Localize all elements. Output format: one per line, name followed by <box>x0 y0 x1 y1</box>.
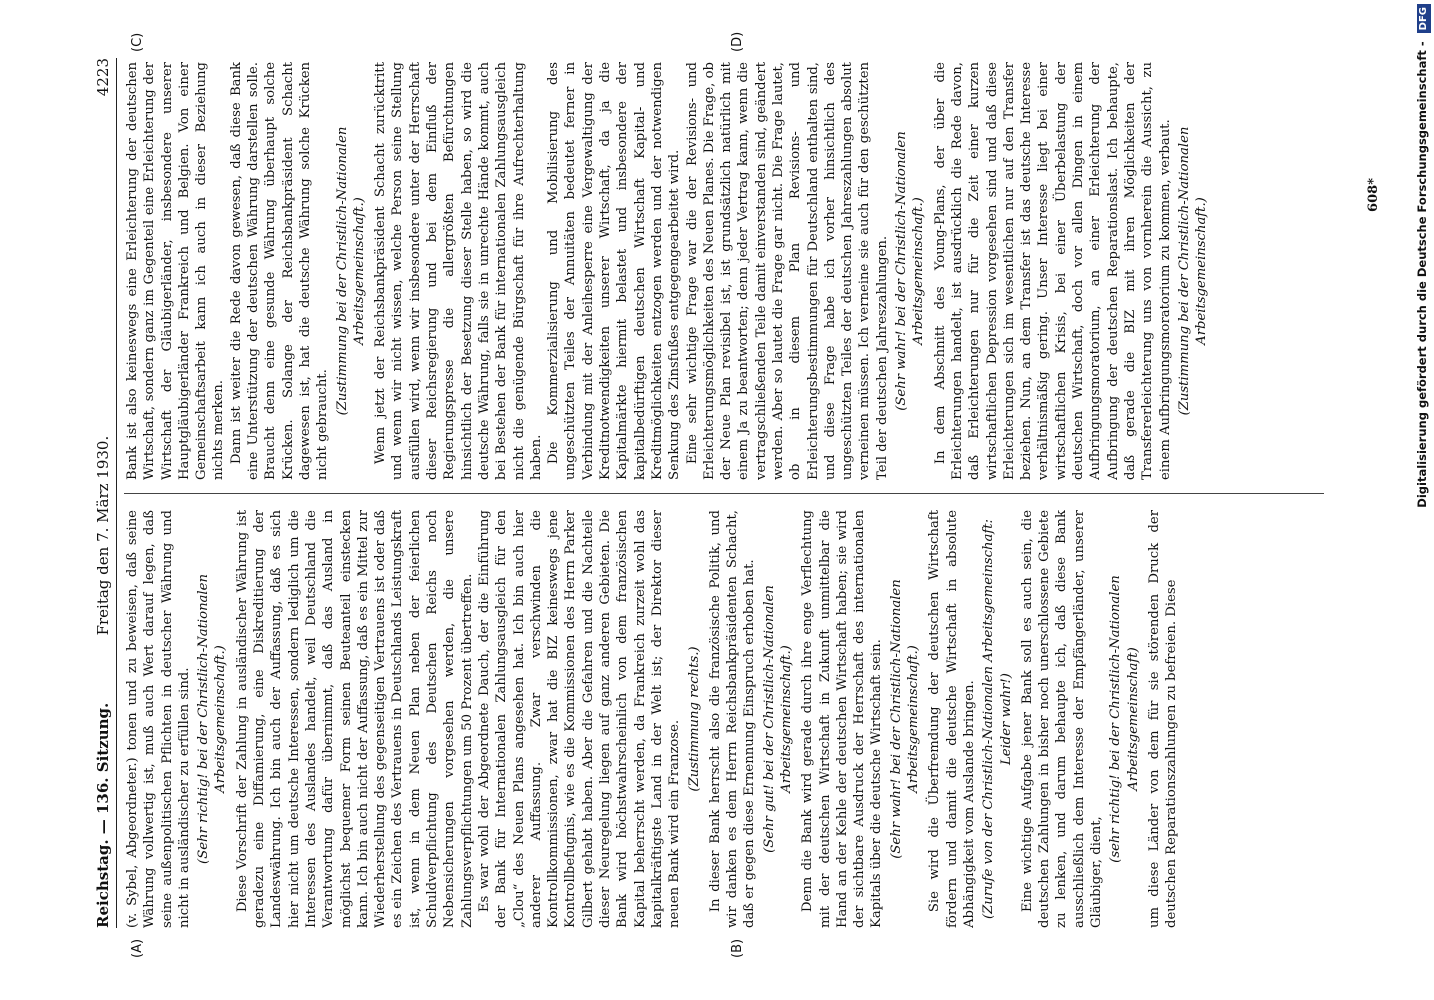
page-header <box>90 58 116 928</box>
paragraph: Die Kommerzialisierung und Mobilisierung des ungeschützten Teiles der Annuitäten bedeutet ferner in Verbindung mit der Anleihesperre eine Vergewaltigung der Kreditnotwendigkeiten unserer Wirtschaft, da ja die Kapitalmärkte hiermit belastet und insbesondere der kapitalbedürftigen deutschen Wirtschaft Kapital- und Kreditmöglichkeiten entzogen werden und der notwendigen Senkung des Zinsfußes entgegengearbeitet wird. <box>546 62 683 480</box>
paragraph: Denn die Bank wird gerade durch ihre enge Verflechtung mit der deutschen Wirtschaft in Zukunft unmittelbar die Hand an der Kehle der deutschen Wirtschaft haben; sie wird der sichtbare Ausdruck der Herrschaft des internationalen Kapitals über die deutsche Wirtschaft sein. <box>800 510 885 928</box>
interjection: (Zurufe von der Christlich-Nationalen Arbeitsgemeinschaft: Leider wahr!) <box>981 519 1014 919</box>
signature-mark: 608* <box>1366 178 1381 212</box>
paragraph: (v. Sybel, Abgeordneter.) tonen und zu beweisen, daß seine Währung vollwertig ist, muß auch Wert darauf legen, daß seine außenpolitischen Pflichten in deutscher Währung und nicht in ausländischer zu erfüllen sind. <box>125 510 192 928</box>
header-date: Freitag den 7. März 1930. <box>94 435 112 636</box>
credit-text-wrap <box>1411 4 1433 996</box>
interjection: (Zustimmung rechts.) <box>686 646 702 792</box>
paragraph: Eine sehr wichtige Frage war die der Revisions- und Erleichterungsmöglichkeiten des Neuen Planes. Die Frage, ob der Neue Plan revisibel ist, ist grundsätzlich natürlich mit einem Ja zu beantworten; denn jeder Vertrag kann, wenn die vertragschließenden Teile damit einverstanden sind, geändert werden. Aber so lautet die Frage gar nicht. Die Frage lautet, ob in diesem Plan Revisions- und Erleichterungsbestimmungen für Deutschland enthalten sind, und diese Frage habe ich vorher hinsichtlich des ungeschützten Teiles der deutschen Jahreszahlungen absolut verneinen müssen. Ich verneine sie auch für den geschützten Teil der deutschen Jahreszahlungen. <box>684 62 890 480</box>
right-column <box>124 62 1364 480</box>
paragraph: In dem Abschnitt des Young-Plans, der über die Erleichterungen handelt, ist ausdrücklich die Rede davon, daß Erleichterungen nur für die Zeit einer kurzen wirtschaftlichen Depression vorgesehen sind und daß diese Erleichterungen sich im wesentlichen nur auf den Transfer beziehen. Nun, an dem Transfer ist das deutsche Interesse verhältnismäßig gering. Unser Interesse liegt bei einer wirtschaftlichen Krisis, bei einer Überbelastung der deutschen Wirtschaft, doch vor allen Dingen in einem Aufbringungsmoratorium, an einer Erleichterung der Aufbringung der deutschen Reparationslast. Ich behaupte, daß gerade die BIZ mit ihren Möglichkeiten der Transfererleichterung uns von vornherein die Aussicht, zu einem Aufbringungsmoratorium zu kommen, verbaut. <box>932 62 1173 480</box>
dfg-logo: DFG <box>1417 4 1431 33</box>
interjection: (Zustimmung bei der Christlich-Nationalen Arbeitsgemeinschaft.) <box>1176 126 1210 416</box>
page-number: 4223 <box>94 58 112 97</box>
paragraph: Eine wichtige Aufgabe jener Bank soll es auch sein, die deutschen Zahlungen in bisher noch unerschlossene Gebiete zu lenken, und darum behaupte ich, daß diese Bank ausschließlich dem Interesse der Empfängerländer, unserer Gläubiger, dient, <box>1019 510 1105 928</box>
paragraph: um diese Länder von dem für sie störenden Druck der deutschen Reparationszahlungen zu befreien. Diese <box>1146 510 1180 928</box>
credit-text: Digitalisierung gefördert durch die Deutsche Forschungsgemeinschaft - <box>1415 41 1429 508</box>
interjection: (Sehr richtig! bei der Christlich-Nationalen Arbeitsgemeinschaft.) <box>196 574 229 864</box>
interjection: (Sehr wahr! bei der Christlich-Nationalen Arbeitsgemeinschaft.) <box>894 131 927 411</box>
digitization-credit <box>1411 4 1433 996</box>
interjection: (sehr richtig! bei der Christlich-Nationalen Arbeitsgemeinschaft) <box>1108 575 1141 863</box>
header-session: Reichstag. — 136. Sitzung. <box>94 702 112 928</box>
margin-mark-a: (A) <box>130 938 145 958</box>
paragraph: Bank ist also keineswegs eine Erleichterung der deutschen Wirtschaft, sondern ganz im Gegenteil eine Erleichterung der Wirtschaft der Gläubigerländer, insbesondere unserer Hauptgläubigerländer Frankreich und Belgien. Von einer Gemeinschaftsarbeit kann ich auch in dieser Beziehung nichts merken. <box>125 62 227 480</box>
interjection: (Sehr wahr! bei der Christlich-Nationalen Arbeitsgemeinschaft.) <box>888 579 922 859</box>
paragraph: Es war wohl der Abgeordnete Dauch, der die Einführung der Bank für Internationalen Zahlungsausgleich für den „Clou“ des Neuen Plans angesehen hat. Ich bin auch hier anderer Auffassung. Zwar verschwinden die Kontrollkommissionen, zwar hat die BIZ keineswegs jene Kontrollbefugnis, wie es die Kommissionen des Herrn Parker Gilbert gehabt haben. Aber die Gefahren und die Nachteile dieser Neuregelung liegen auf ganz anderen Gebieten. Die Bank wird höchstwahrscheinlich von dem französischen Kapital beherrscht werden, da Frankreich zurzeit wohl das kapitalkräftigste Land in der Welt ist; der Direktor dieser neuen Bank wird ein Franzose. <box>476 510 683 928</box>
column-divider <box>124 493 1324 494</box>
interjection: (Zustimmung bei der Christlich-Nationalen Arbeitsgemeinschaft.) <box>334 126 367 416</box>
interjection: (Sehr gut! bei der Christlich-Nationalen Arbeitsgemeinschaft.) <box>761 585 794 853</box>
document-page <box>90 31 1381 958</box>
margin-mark-c: (C) <box>130 32 145 52</box>
left-column <box>124 510 1364 928</box>
paragraph: Dann ist weiter die Rede davon gewesen, daß diese Bank eine Unterstützung der deutschen Währung darstellen solle. Braucht denn eine gesunde Währung überhaupt solche Krücken. Solange der Reichsbankpräsident Schacht dagewesen ist, hat die deutsche Währung solche Krücken nicht gebraucht. <box>228 62 331 480</box>
margin-mark-b: (B) <box>730 938 745 958</box>
header-rule <box>116 58 117 928</box>
margin-mark-d: (D) <box>730 31 745 52</box>
paragraph: Sie wird die Überfremdung der deutschen Wirtschaft fördern und damit die deutsche Wirtschaft in absolute Abhängigkeit vom Auslande bringen. <box>927 510 977 928</box>
paragraph: In dieser Bank herrscht also die französische Politik, und wir danken es dem Herrn Reichsbankpräsidenten Schacht, daß er gegen diese Ernennung Einspruch erhoben hat. <box>707 510 758 928</box>
paragraph: Wenn jetzt der Reichsbankpräsident Schacht zurücktritt und wenn wir nicht wissen, welche Person seine Stellung ausfüllen wird, wenn wir insbesondere unter der Herrschaft dieser Reichsregierung und bei dem Einfluß der Regierungspresse die allergrößten Befürchtungen hinsichtlich der Besetzung dieser Stelle haben, so wird die deutsche Währung, falls sie in unrechte Hände kommt, auch bei Bestehen der Bank für internationalen Zahlungsausgleich nicht die genügende Bürgschaft für ihre Aufrechterhaltung haben. <box>373 62 544 480</box>
header-date-page <box>94 58 112 635</box>
paragraph: Diese Vorschrift der Zahlung in ausländischer Währung ist geradezu eine Diffamierung, eine Diskreditierung der Landeswährung. Ich bin auch der Auffassung, daß es sich hier nicht um deutsche Interessen, sondern lediglich um die Interessen des Auslandes handelt, weil Deutschland die Verantwortung dafür übernimmt, daß das Ausland in möglichst bequemer Form seinen Beuteanteil einstecken kann. Ich bin auch nicht der Auffassung, daß es ein Mittel zur Wiederherstellung des gegenseitigen Vertrauens ist oder daß es ein Zeichen des Vertrauens in Deutschlands Leistungskraft ist, wenn in dem Neuen Plan neben der feierlichen Schuldverpflichtung des Deutschen Reichs noch Nebensicherungen vorgesehen werden, die unsere Zahlungsverpflichtungen um 50 Prozent übertreffen. <box>234 510 475 928</box>
